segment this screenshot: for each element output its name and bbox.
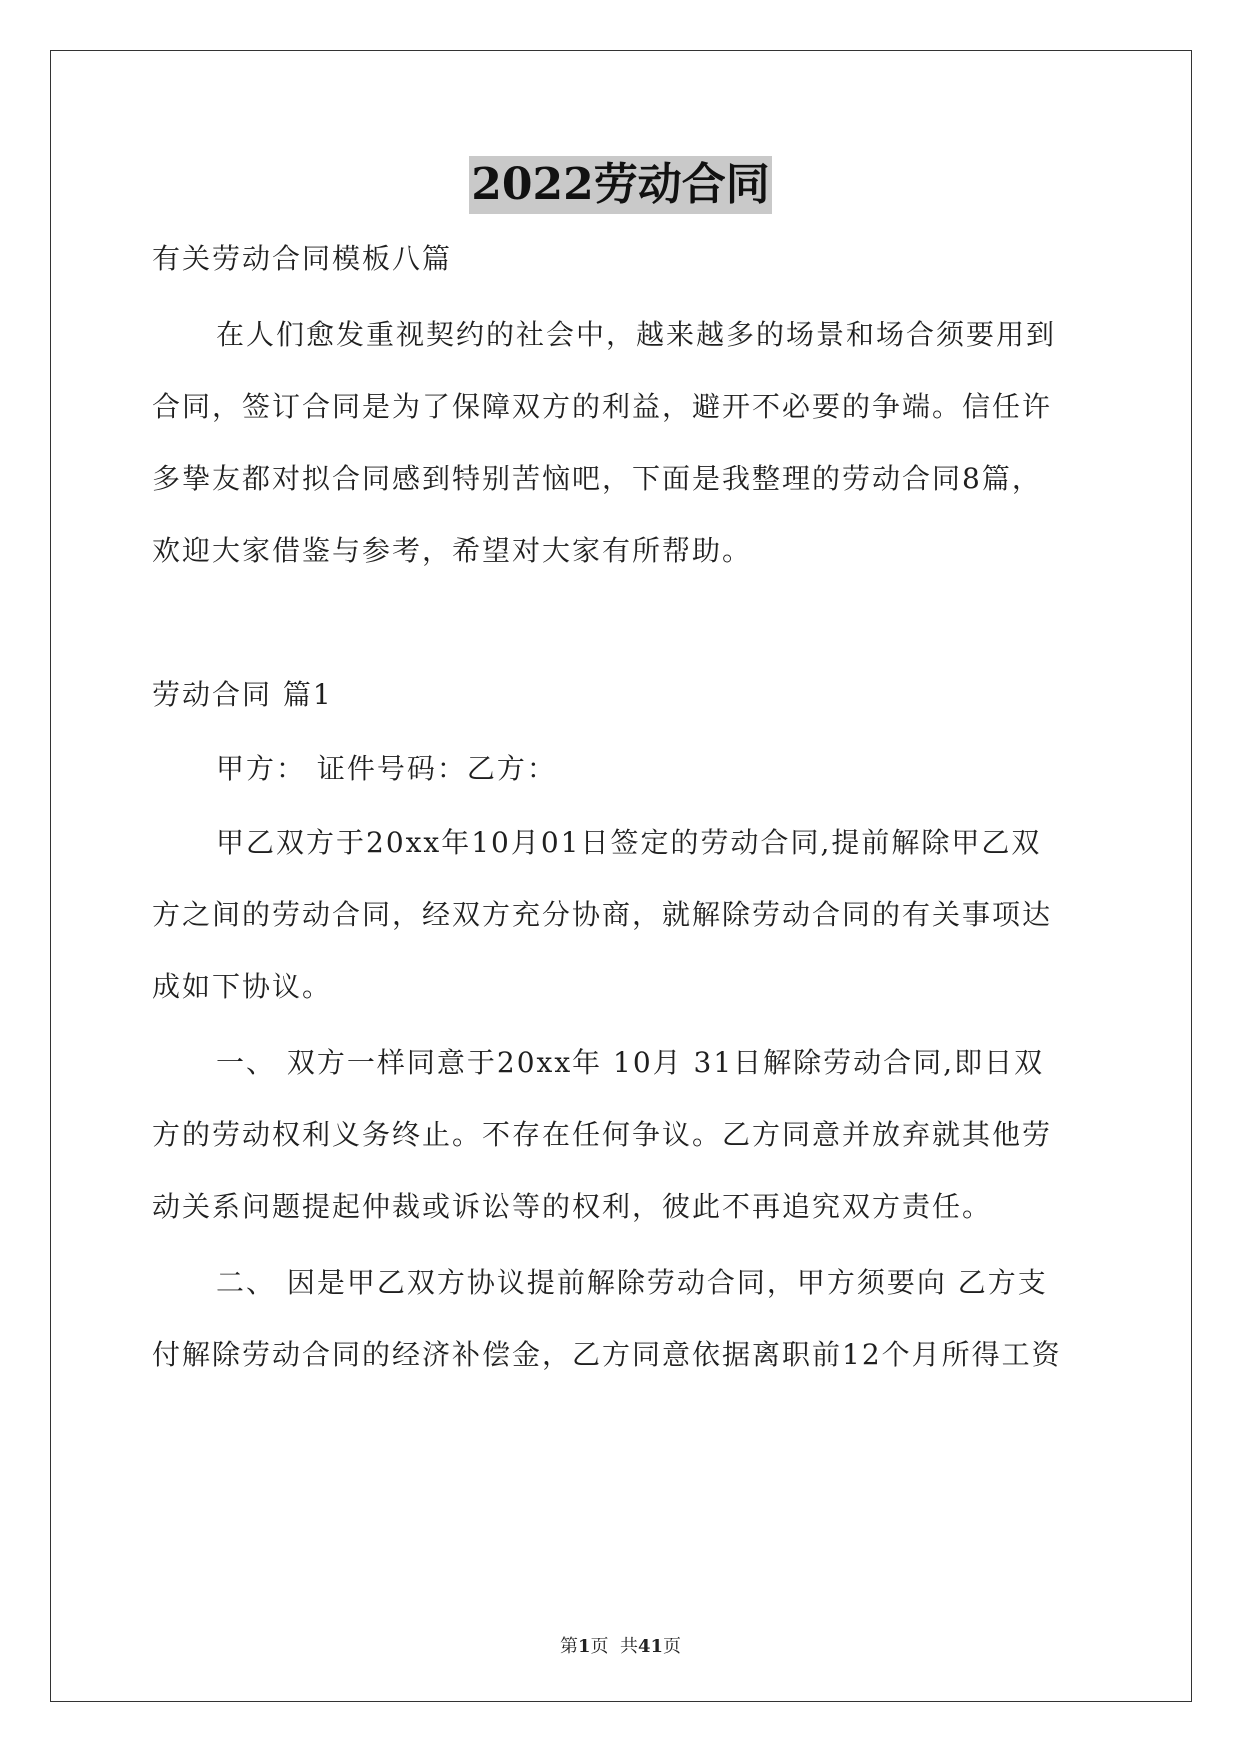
paragraph-line: 一、 双方一样同意于20xx年 10月 31日解除劳动合同,即日双	[216, 1046, 1045, 1079]
paragraph-line: 成如下协议。	[152, 970, 333, 1003]
paragraph-line: 甲乙双方于20xx年10月01日签定的劳动合同,提前解除甲乙双	[216, 826, 1042, 859]
page-label-suffix: 页	[663, 1636, 682, 1657]
title-container	[0, 156, 1241, 214]
document-title: 2022劳动合同	[469, 156, 771, 214]
page-current: 1	[577, 1636, 591, 1657]
page-label-prefix: 第	[559, 1636, 578, 1657]
paragraph-line: 多挚友都对拟合同感到特别苦恼吧，下面是我整理的劳动合同8篇，	[152, 462, 1042, 495]
paragraph-line: 方的劳动权利义务终止。不存在任何争议。乙方同意并放弃就其他劳	[152, 1118, 1053, 1151]
paragraph-line: 付解除劳动合同的经济补偿金，乙方同意依据离职前12个月所得工资	[152, 1338, 1062, 1371]
paragraph-line: 方之间的劳动合同，经双方充分协商，就解除劳动合同的有关事项达	[152, 898, 1053, 931]
paragraph-line: 甲方： 证件号码：乙方：	[216, 752, 557, 785]
paragraph-line: 欢迎大家借鉴与参考，希望对大家有所帮助。	[152, 534, 753, 567]
intro-heading: 有关劳动合同模板八篇	[152, 242, 453, 275]
paragraph-line: 在人们愈发重视契约的社会中，越来越多的场景和场合须要用到	[216, 318, 1057, 351]
section-heading: 劳动合同 篇1	[152, 678, 333, 711]
paragraph-line: 合同，签订合同是为了保障双方的利益，避开不必要的争端。信任许	[152, 390, 1053, 423]
paragraph-line: 动关系问题提起仲裁或诉讼等的权利，彼此不再追究双方责任。	[152, 1190, 993, 1223]
page-total: 41	[637, 1636, 664, 1657]
paragraph-line: 二、 因是甲乙双方协议提前解除劳动合同，甲方须要向 乙方支	[216, 1266, 1048, 1299]
page-footer	[0, 1632, 1241, 1658]
page-border	[50, 50, 1192, 1702]
page-label-mid: 页 共	[590, 1636, 638, 1657]
